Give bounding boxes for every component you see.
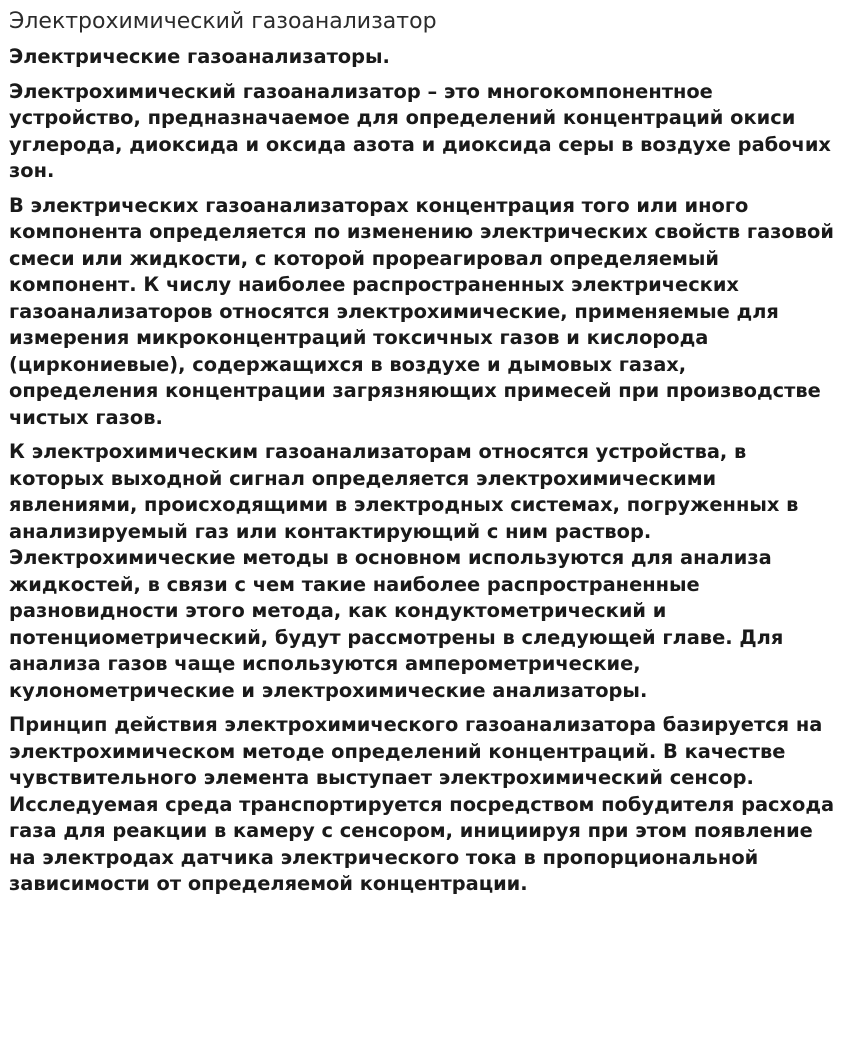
paragraph-operating-principle: Принцип действия электрохимического газоанализатора базируется на электрохимическом методе определений концентраций. В качестве чувствительного элемента выступает электрохимический сенсор. Исследуемая среда транспортируется посредством побудителя расхода газа для реакции в камеру с сенсором, инициируя при этом появление на электродах датчика электрического тока в пропорциональной зависимости от определяемой концентрации.: [9, 713, 835, 895]
page-title: Электрохимический газоанализатор: [9, 9, 437, 34]
paragraph-electric-analyzers: В электрических газоанализаторах концентрация того или иного компонента определяется по изменению электрических свойств газовой смеси или жидкости, с которой прореагировал определяемый компонент. К числу наиболее распространенных электрических газоанализаторов относятся электрохимические, применяемые для измерения микроконцентраций токсичных газов и кислорода (циркониевые), содержащихся в воздухе и дымовых газах, определения концентрации загрязняющих примесей при производстве чистых газов.: [9, 193, 834, 429]
section-subtitle: Электрические газоанализаторы.: [9, 45, 390, 68]
paragraph-electrochemical-analyzers: К электрохимическим газоанализаторам относятся устройства, в которых выходной сигнал определяется электрохимическими явлениями, происходящими в электродных системах, погруженных в анализируемый газ или контактирующий с ним раствор. Электрохимические методы в основном используются для анализа жидкостей, в связи с чем такие наиболее распространенные разновидности этого метода, как кондуктометрический и потенциометрический, будут рассмотрены в следующей главе. Для анализа газов чаще используются амперометрические, кулонометрические и электрохимические анализаторы.: [9, 440, 799, 702]
paragraph-definition: Электрохимический газоанализатор – это многокомпонентное устройство, предназначаемое для определений концентраций окиси углерода, диоксида и оксида азота и диоксида серы в воздухе рабочих зон.: [9, 79, 831, 182]
